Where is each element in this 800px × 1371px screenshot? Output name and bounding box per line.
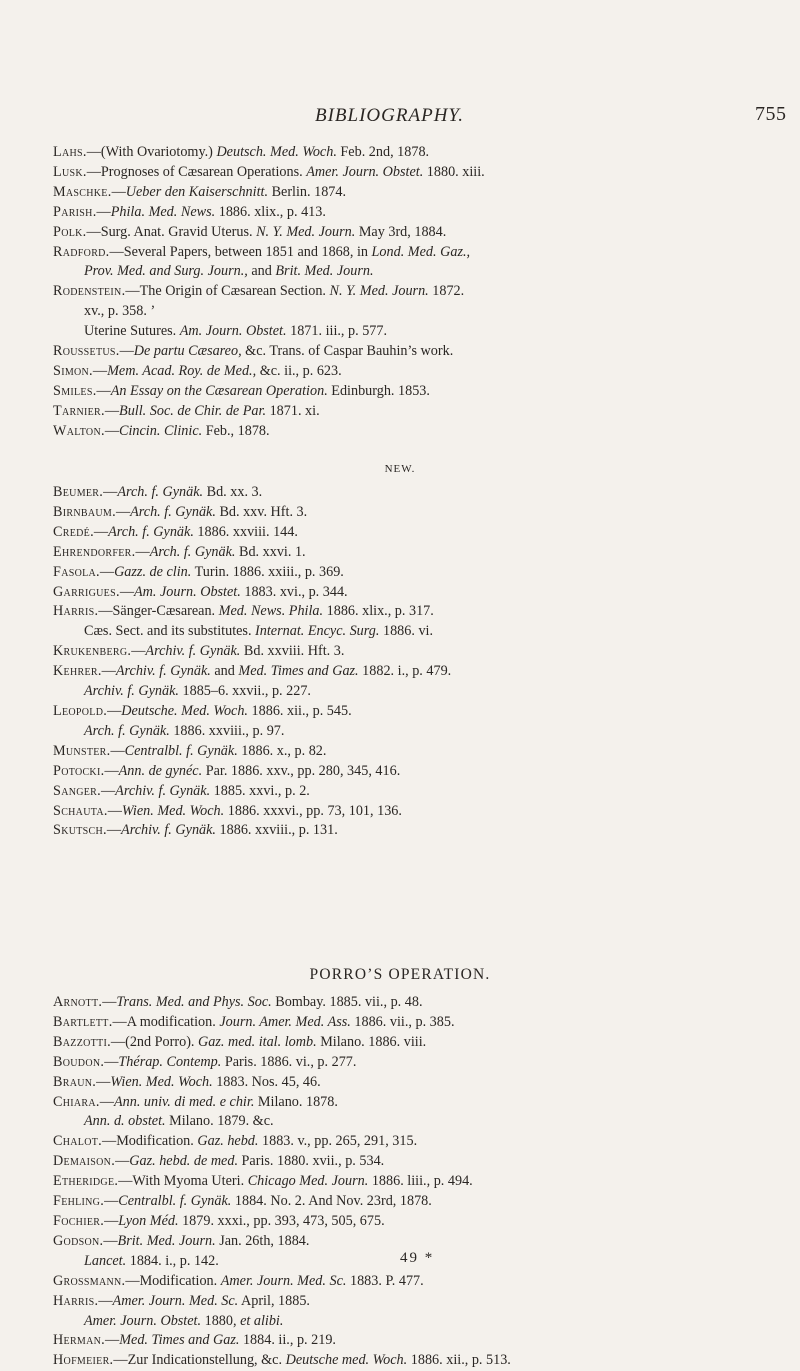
entry-journal: Am. Journ. Obstet. — [179, 323, 287, 340]
bibliography-entry — [53, 1132, 788, 1152]
entry-text: — — [102, 994, 117, 1010]
bibliography-entry — [53, 143, 788, 163]
entry-citation: Feb. 2nd, 1878. — [336, 144, 430, 160]
entry-journal: Brit. Med. Journ. — [117, 1232, 216, 1249]
entry-citation: &c. Trans. of Caspar Bauhin’s work. — [241, 343, 454, 360]
entry-citation: 1886. xxxvi., pp. 73, 101, 136. — [224, 802, 402, 819]
entry-journal: Prov. Med. and Surg. Journ., — [84, 263, 248, 280]
bibliography-entry — [53, 282, 788, 302]
entry-text: —With Myoma Uteri. — [118, 1173, 248, 1190]
entry-text: —The Origin of Cæsarean Section. — [125, 283, 330, 300]
page-number: 755 — [755, 103, 787, 125]
bibliography-entry — [53, 382, 788, 402]
entry-citation: Jan. 26th, 1884. — [215, 1232, 310, 1249]
entry-journal: Med. Times and Gaz. — [119, 1332, 240, 1349]
bibliography-entry — [53, 1053, 788, 1073]
entry-author: Arnott. — [53, 994, 103, 1010]
entry-text: Uterine Sutures. — [84, 323, 180, 340]
entry-citation: &c. ii., p. 623. — [256, 362, 342, 379]
entry-citation: 1884. i., p. 142. — [126, 1252, 219, 1269]
bibliography-entry — [53, 243, 788, 263]
bibliography-entry — [53, 563, 788, 583]
entry-author: Boudon. — [53, 1053, 105, 1070]
bibliography-entry — [53, 203, 788, 223]
entry-journal: Trans. Med. and Phys. Soc. — [116, 994, 272, 1010]
entry-author: Potocki. — [53, 762, 105, 779]
entry-author: Lusk. — [53, 163, 87, 180]
entry-author: Krukenberg. — [53, 643, 132, 660]
entry-author: Skutsch. — [53, 822, 107, 839]
entry-citation: Bd. xx. 3. — [203, 484, 263, 500]
entry-citation: Turin. 1886. xxiii., p. 369. — [191, 563, 344, 580]
entry-journal: Gazz. de clin. — [114, 563, 192, 580]
entry-citation: 1886. xxviii. 144. — [193, 523, 298, 540]
entry-text: —Modification. — [125, 1272, 221, 1289]
bibliography-entry — [53, 1172, 788, 1192]
entry-citation: 1886. xlix., p. 317. — [323, 603, 434, 620]
bibliography-entry — [53, 422, 788, 442]
entry-journal: Med. Times and Gaz. — [238, 663, 359, 680]
bibliography-block-new — [53, 483, 788, 841]
bibliography-entry — [53, 1232, 788, 1252]
entry-continuation — [53, 622, 788, 642]
bibliography-entry — [53, 1212, 788, 1232]
entry-text: —A modification. — [112, 1013, 220, 1030]
entry-author: Roussetus. — [53, 343, 120, 360]
entry-journal: Lond. Med. Gaz., — [371, 243, 471, 260]
entry-continuation — [53, 722, 788, 742]
bibliography-entry — [53, 342, 788, 362]
entry-journal: Ann. d. obstet. — [84, 1113, 166, 1130]
entry-text: —Surg. Anat. Gravid Uterus. — [86, 223, 257, 240]
entry-author: Herman. — [53, 1332, 106, 1349]
entry-text: — — [92, 362, 108, 379]
entry-journal: Amer. Journ. Med. Sc. — [220, 1272, 347, 1289]
entry-citation: 1880, — [201, 1312, 241, 1329]
entry-citation: Bd. xxviii. Hft. 3. — [240, 643, 345, 660]
entry-text: — — [104, 1053, 119, 1070]
entry-journal: Gaz. med. ital. lomb. — [198, 1033, 317, 1050]
entry-author: Chalot. — [53, 1133, 102, 1150]
entry-journal: Lyon Méd. — [118, 1212, 179, 1229]
entry-author: Parish. — [53, 203, 97, 220]
entry-citation: and — [247, 263, 276, 280]
entry-text: — — [96, 382, 111, 399]
bibliography-entry — [53, 1033, 788, 1053]
entry-citation: 1880. xiii. — [423, 163, 485, 180]
entry-citation: 1886. x., p. 82. — [237, 742, 327, 759]
entry-text: — — [104, 422, 120, 439]
entry-journal: Centralbl. f. Gynäk. — [118, 1193, 232, 1210]
running-title: BIBLIOGRAPHY. — [315, 105, 464, 126]
entry-author: Harris. — [53, 1292, 99, 1309]
entry-author: Bartlett. — [53, 1013, 113, 1030]
entry-journal: Deutsche med. Woch. — [285, 1352, 408, 1369]
entry-citation: 1871. xi. — [266, 402, 320, 419]
entry-journal: et alibi. — [240, 1312, 284, 1329]
bibliography-entry — [53, 782, 788, 802]
entry-citation: May 3rd, 1884. — [355, 223, 447, 240]
entry-journal: N. Y. Med. Journ. — [256, 223, 356, 240]
entry-journal: Arch. f. Gynäk. — [130, 503, 216, 520]
entry-text: — — [131, 643, 146, 660]
bibliography-entry — [53, 1192, 788, 1212]
entry-text: —(With Ovariotomy.) — [86, 144, 217, 160]
entry-author: Fehling. — [53, 1193, 105, 1210]
entry-citation: 1884. ii., p. 219. — [239, 1332, 336, 1349]
entry-journal: Amer. Journ. Obstet. — [84, 1312, 202, 1329]
entry-citation: Berlin. 1874. — [268, 183, 347, 200]
entry-citation: 1886. xii., p. 545. — [247, 702, 352, 719]
entry-journal: Thérap. Contemp. — [118, 1053, 222, 1070]
bibliography-entry — [53, 1152, 788, 1172]
entry-author: Munster. — [53, 742, 111, 759]
entry-text: — — [107, 702, 122, 719]
entry-text: — — [115, 1153, 130, 1170]
entry-author: Simon. — [53, 362, 93, 379]
bibliography-entry — [53, 802, 788, 822]
entry-author: Fochier. — [53, 1212, 105, 1229]
bibliography-entry — [53, 1292, 788, 1312]
entry-journal: N. Y. Med. Journ. — [329, 283, 429, 300]
entry-text: — — [103, 484, 118, 500]
entry-author: Demaison. — [53, 1153, 116, 1170]
bibliography-entry — [53, 821, 788, 841]
entry-continuation — [53, 1312, 788, 1332]
entry-journal: Archiv. f. Gynäk. — [115, 782, 211, 799]
entry-citation: 1879. xxxi., pp. 393, 473, 505, 675. — [178, 1212, 385, 1229]
entry-author: Garrigues. — [53, 583, 120, 600]
entry-journal: Amer. Journ. Med. Sc. — [112, 1292, 239, 1309]
entry-journal: Lancet. — [84, 1252, 127, 1269]
entry-text: — — [103, 1232, 118, 1249]
entry-journal: Ann. de gynéc. — [118, 762, 203, 779]
entry-author: Smiles. — [53, 382, 97, 399]
entry-citation: 1882. i., p. 479. — [358, 663, 452, 680]
entry-author: Kehrer. — [53, 663, 102, 680]
entry-journal: Archiv. f. Gynäk. — [84, 683, 179, 700]
entry-text: —(2nd Porro). — [110, 1033, 199, 1050]
entry-text: — — [96, 203, 111, 220]
bibliography-entry — [53, 183, 788, 203]
entry-journal: Bull. Soc. de Chir. de Par. — [119, 402, 267, 419]
entry-citation: Paris. 1886. vi., p. 277. — [221, 1053, 357, 1070]
entry-continuation — [53, 302, 788, 322]
entry-citation: 1883. xvi., p. 344. — [240, 583, 348, 600]
entry-citation: Milano. 1878. — [254, 1093, 338, 1110]
entry-citation: 1886. vi. — [379, 623, 434, 640]
entry-citation: Bombay. 1885. vii., p. 48. — [271, 994, 423, 1010]
entry-author: Schauta. — [53, 802, 108, 819]
running-head — [0, 103, 800, 133]
entry-author: Lahs. — [53, 144, 87, 160]
bibliography-entry — [53, 1351, 788, 1371]
entry-citation: April, 1885. — [238, 1292, 310, 1309]
bibliography-entry — [53, 1331, 788, 1351]
entry-continuation — [53, 1112, 788, 1132]
entry-journal: Wien. Med. Woch. — [110, 1073, 213, 1090]
entry-text: —Zur Indicationstellung, &c. — [113, 1352, 286, 1369]
bibliography-entry — [53, 742, 788, 762]
bibliography-entry — [53, 1073, 788, 1093]
entry-journal: De partu Cæsareo, — [133, 343, 242, 360]
entry-citation: 1883. v., pp. 265, 291, 315. — [258, 1133, 418, 1150]
entry-journal: Brit. Med. Journ. — [275, 263, 374, 280]
entry-text: — — [104, 1212, 119, 1229]
entry-text: — — [98, 1292, 113, 1309]
entry-text: —Modification. — [102, 1133, 198, 1150]
entry-text: — — [96, 1073, 111, 1090]
bibliography-entry — [53, 223, 788, 243]
entry-text: — — [99, 563, 115, 580]
entry-author: Sanger. — [53, 782, 101, 799]
entry-journal: Archiv. f. Gynäk. — [121, 822, 216, 839]
entry-text: — — [104, 762, 119, 779]
entry-text: —Prognoses of Cæsarean Operations. — [86, 163, 307, 180]
entry-author: Grossmann. — [53, 1272, 126, 1289]
entry-journal: Arch. f. Gynäk. — [84, 722, 170, 739]
entry-citation: 1886. xii., p. 513. — [407, 1352, 511, 1369]
section-heading-porro: PORRO’S OPERATION. — [309, 966, 491, 983]
entry-author: Chiara. — [53, 1093, 100, 1110]
entry-author: Godson. — [53, 1232, 104, 1249]
entry-citation: 1884. No. 2. And Nov. 23rd, 1878. — [231, 1193, 432, 1210]
entry-citation: Feb., 1878. — [202, 422, 270, 439]
entry-journal: Ann. univ. di med. e chir. — [113, 1093, 255, 1110]
entry-author: Beumer. — [53, 484, 104, 500]
entry-text: — — [119, 583, 134, 600]
bibliography-block-porro — [53, 993, 788, 1371]
entry-citation: 1886. xxviii., p. 97. — [169, 722, 285, 739]
entry-citation: 1885. xxvi., p. 2. — [210, 782, 310, 799]
entry-citation: Milano. 1886. viii. — [316, 1033, 427, 1050]
entry-citation: and — [210, 663, 239, 680]
entry-citation: 1883. Nos. 45, 46. — [212, 1073, 321, 1090]
bibliography-entry — [53, 662, 788, 682]
signature-mark: 49 * — [400, 1250, 435, 1266]
entry-author: Braun. — [53, 1073, 97, 1090]
entry-text: —Sänger-Cæsarean. — [98, 603, 219, 620]
entry-journal: Deutsche. Med. Woch. — [121, 702, 248, 719]
entry-journal: Chicago Med. Journ. — [247, 1173, 369, 1190]
bibliography-entry — [53, 483, 788, 503]
entry-text: — — [100, 782, 116, 799]
entry-text: — — [111, 183, 126, 200]
entry-journal: Gaz. hebd. de med. — [129, 1153, 238, 1170]
entry-text: —Several Papers, between 1851 and 1868, in — [109, 243, 372, 260]
entry-journal: An Essay on the Cæsarean Operation. — [110, 382, 328, 399]
bibliography-entry — [53, 163, 788, 183]
bibliography-block-general — [53, 143, 788, 442]
entry-journal: Internat. Encyc. Surg. — [255, 623, 380, 640]
bibliography-entry — [53, 503, 788, 523]
entry-journal: Arch. f. Gynäk. — [108, 523, 194, 540]
entry-journal: Centralbl. f. Gynäk. — [124, 742, 238, 759]
entry-journal: Archiv. f. Gynäk. — [115, 663, 211, 680]
entry-citation: Paris. 1880. xvii., p. 534. — [238, 1153, 385, 1170]
bibliography-entry — [53, 402, 788, 422]
entry-text: — — [107, 802, 122, 819]
bibliography-entry — [53, 1272, 788, 1292]
entry-citation: 1872. — [428, 283, 465, 300]
entry-text: Cæs. Sect. and its substitutes. — [84, 623, 256, 640]
entry-journal: Cincin. Clinic. — [119, 422, 203, 439]
entry-citation: 1886. xlix., p. 413. — [215, 203, 326, 220]
entry-journal: Journ. Amer. Med. Ass. — [219, 1013, 351, 1030]
entry-citation: Bd. xxv. Hft. 3. — [215, 503, 308, 520]
entry-journal: Amer. Journ. Obstet. — [306, 163, 424, 180]
entry-citation: 1886. liii., p. 494. — [368, 1173, 473, 1190]
entry-text: — — [106, 822, 122, 839]
entry-author: Birnbaum. — [53, 503, 116, 520]
entry-citation: Edinburgh. 1853. — [327, 382, 430, 399]
entry-author: Radford. — [53, 243, 110, 260]
entry-author: Maschke. — [53, 183, 112, 200]
entry-citation: Milano. 1879. &c. — [165, 1113, 274, 1130]
bibliography-entry — [53, 1093, 788, 1113]
entry-text: — — [110, 742, 125, 759]
entry-text: — — [135, 543, 150, 560]
entry-author: Fasola. — [53, 563, 100, 580]
entry-text: — — [93, 523, 109, 540]
entry-citation: 1886. xxviii., p. 131. — [215, 822, 338, 839]
entry-citation: 1871. iii., p. 577. — [286, 323, 388, 340]
entry-journal: Phila. Med. News. — [110, 203, 216, 220]
entry-text: — — [104, 402, 120, 419]
entry-text: xv., p. 358. ’ — [84, 303, 156, 320]
entry-text: — — [119, 343, 134, 360]
section-heading-new: NEW. — [384, 463, 416, 475]
entry-author: Bazzotti. — [53, 1033, 111, 1050]
bibliography-entry — [53, 543, 788, 563]
entry-author: Hofmeier. — [53, 1352, 114, 1369]
bibliography-entry — [53, 523, 788, 543]
entry-journal: Mem. Acad. Roy. de Med., — [107, 362, 257, 379]
entry-journal: Archiv. f. Gynäk. — [145, 643, 241, 660]
entry-journal: Med. News. Phila. — [218, 603, 324, 620]
entry-text: — — [104, 1193, 119, 1210]
entry-continuation — [53, 682, 788, 702]
entry-continuation — [53, 262, 788, 282]
entry-author: Walton. — [53, 422, 105, 439]
entry-author: Credé. — [53, 523, 94, 540]
bibliography-entry — [53, 642, 788, 662]
bibliography-entry — [53, 762, 788, 782]
entry-continuation — [53, 322, 788, 342]
entry-text: — — [105, 1332, 120, 1349]
entry-citation: 1885–6. xxvii., p. 227. — [178, 683, 311, 700]
entry-citation: 1883. P. 477. — [346, 1272, 424, 1289]
bibliography-entry — [53, 362, 788, 382]
entry-journal: Arch. f. Gynäk. — [117, 484, 204, 500]
entry-journal: Arch. f. Gynäk. — [149, 543, 236, 560]
entry-citation: Bd. xxvi. 1. — [235, 543, 306, 560]
bibliography-entry — [53, 993, 788, 1013]
entry-journal: Wien. Med. Woch. — [121, 802, 225, 819]
entry-journal: Am. Journ. Obstet. — [134, 583, 241, 600]
entry-author: Leopold. — [53, 702, 108, 719]
entry-journal: Gaz. hebd. — [197, 1133, 259, 1150]
bibliography-entry — [53, 1013, 788, 1033]
entry-author: Tarnier. — [53, 402, 105, 419]
entry-text: — — [101, 663, 116, 680]
entry-author: Etheridge. — [53, 1173, 119, 1190]
entry-text: — — [115, 503, 131, 520]
entry-citation: 1886. vii., p. 385. — [350, 1013, 455, 1030]
bibliography-entry — [53, 702, 788, 722]
entry-citation: Par. 1886. xxv., pp. 280, 345, 416. — [202, 762, 401, 779]
entry-author: Ehrendorfer. — [53, 543, 136, 560]
entry-text: — — [99, 1093, 114, 1110]
entry-author: Rodenstein. — [53, 283, 126, 300]
entry-author: Polk. — [53, 223, 87, 240]
entry-journal: Ueber den Kaiserschnitt. — [125, 183, 269, 200]
entry-journal: Deutsch. Med. Woch. — [216, 144, 337, 160]
entry-author: Harris. — [53, 603, 99, 620]
bibliography-entry — [53, 602, 788, 622]
bibliography-entry — [53, 583, 788, 603]
